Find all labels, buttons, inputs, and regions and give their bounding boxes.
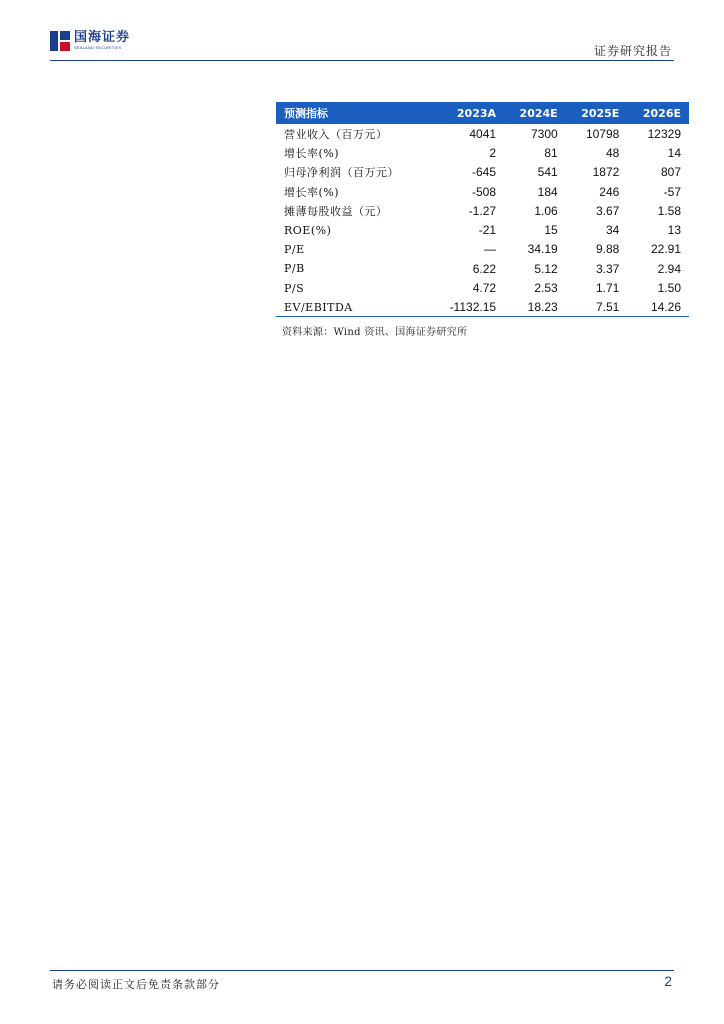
table-row: [276, 259, 689, 278]
table-cell: 1872: [592, 165, 620, 180]
logo-english-name: SEALAND SECURITIES: [74, 45, 122, 50]
table-row: [276, 220, 689, 239]
row-label: P/S: [284, 281, 305, 295]
row-label: 归母净利润（百万元）: [284, 166, 399, 180]
table-cell: 48: [605, 145, 620, 160]
table-cell: 1.71: [595, 281, 620, 296]
table-cell: -645: [472, 165, 497, 180]
table-cell: 22.91: [650, 242, 681, 257]
table-row: [276, 143, 689, 162]
table-row: [276, 240, 689, 259]
table-cell: 3.67: [595, 203, 620, 218]
table-cell: 1.06: [534, 203, 558, 218]
table-cell: 15: [544, 223, 558, 238]
table-cell: 2: [489, 145, 497, 160]
table-cell: 14.26: [627, 298, 689, 317]
table-row: [276, 163, 689, 182]
table-cell: -1.27: [468, 203, 497, 218]
table-cell: 2.53: [534, 281, 558, 296]
header-divider: [50, 60, 674, 61]
forecast-table: [276, 102, 689, 317]
table-cell: 10798: [585, 126, 620, 141]
footer-divider: [50, 970, 674, 971]
table-cell: 18.23: [504, 298, 566, 317]
row-label: 增长率(%): [284, 146, 340, 160]
sealand-logo: [50, 31, 130, 51]
table-row: [276, 278, 689, 297]
row-label: 增长率(%): [284, 185, 340, 199]
table-row: [276, 182, 689, 201]
table-cell: 34: [605, 223, 620, 238]
table-cell: 1.50: [657, 281, 681, 296]
column-header: 2026E: [627, 102, 689, 124]
table-row: [276, 298, 689, 317]
disclaimer-note: 请务必阅读正文后免责条款部分: [52, 978, 220, 991]
table-cell: 34.19: [527, 242, 558, 257]
table-cell: 13: [667, 223, 681, 238]
table-cell: 3.37: [595, 261, 620, 276]
column-header: 预测指标: [276, 102, 432, 124]
column-header: 2023A: [432, 102, 504, 124]
row-label: 摊薄每股收益（元）: [284, 204, 388, 218]
table-row: [276, 201, 689, 220]
table-cell: -1132.15: [432, 298, 504, 317]
column-header: 2024E: [504, 102, 566, 124]
table-cell: 4.72: [472, 281, 497, 296]
table-cell: -508: [472, 184, 497, 199]
row-label: P/B: [284, 262, 305, 276]
table-cell: 7.51: [566, 298, 628, 317]
table-cell: 541: [537, 165, 558, 180]
table-cell: 5.12: [534, 261, 558, 276]
table-cell: 14: [667, 145, 681, 160]
table-cell: 6.22: [472, 261, 497, 276]
row-label: 营业收入（百万元）: [284, 127, 388, 141]
column-header: 2025E: [566, 102, 628, 124]
table-cell: 1.58: [657, 203, 681, 218]
table-cell: 807: [660, 165, 681, 180]
table-cell: 184: [537, 184, 558, 199]
data-source-note: 资料来源：Wind 资讯、国海证券研究所: [282, 327, 468, 339]
page-header: [0, 0, 724, 62]
row-label: ROE(%): [284, 223, 332, 237]
table-cell: 246: [599, 184, 620, 199]
table-cell: 12329: [647, 126, 681, 141]
table-cell: —: [484, 242, 497, 257]
table-cell: 81: [544, 145, 558, 160]
report-type-label: 证券研究报告: [593, 44, 672, 58]
table-cell: 7300: [530, 126, 558, 141]
table-cell: 4041: [469, 126, 497, 141]
page-number: 2: [664, 973, 672, 989]
row-label: EV/EBITDA: [276, 298, 432, 317]
table-cell: -21: [478, 223, 497, 238]
table-cell: -57: [663, 184, 681, 199]
sealand-logo-icon: [50, 31, 70, 51]
forecast-table-section: [276, 102, 689, 338]
table-row: [276, 124, 689, 143]
logo-chinese-name: 国海证券: [74, 30, 131, 45]
table-header-row: [276, 102, 689, 124]
row-label: P/E: [284, 242, 305, 256]
table-cell: 9.88: [595, 242, 620, 257]
table-cell: 2.94: [657, 261, 681, 276]
